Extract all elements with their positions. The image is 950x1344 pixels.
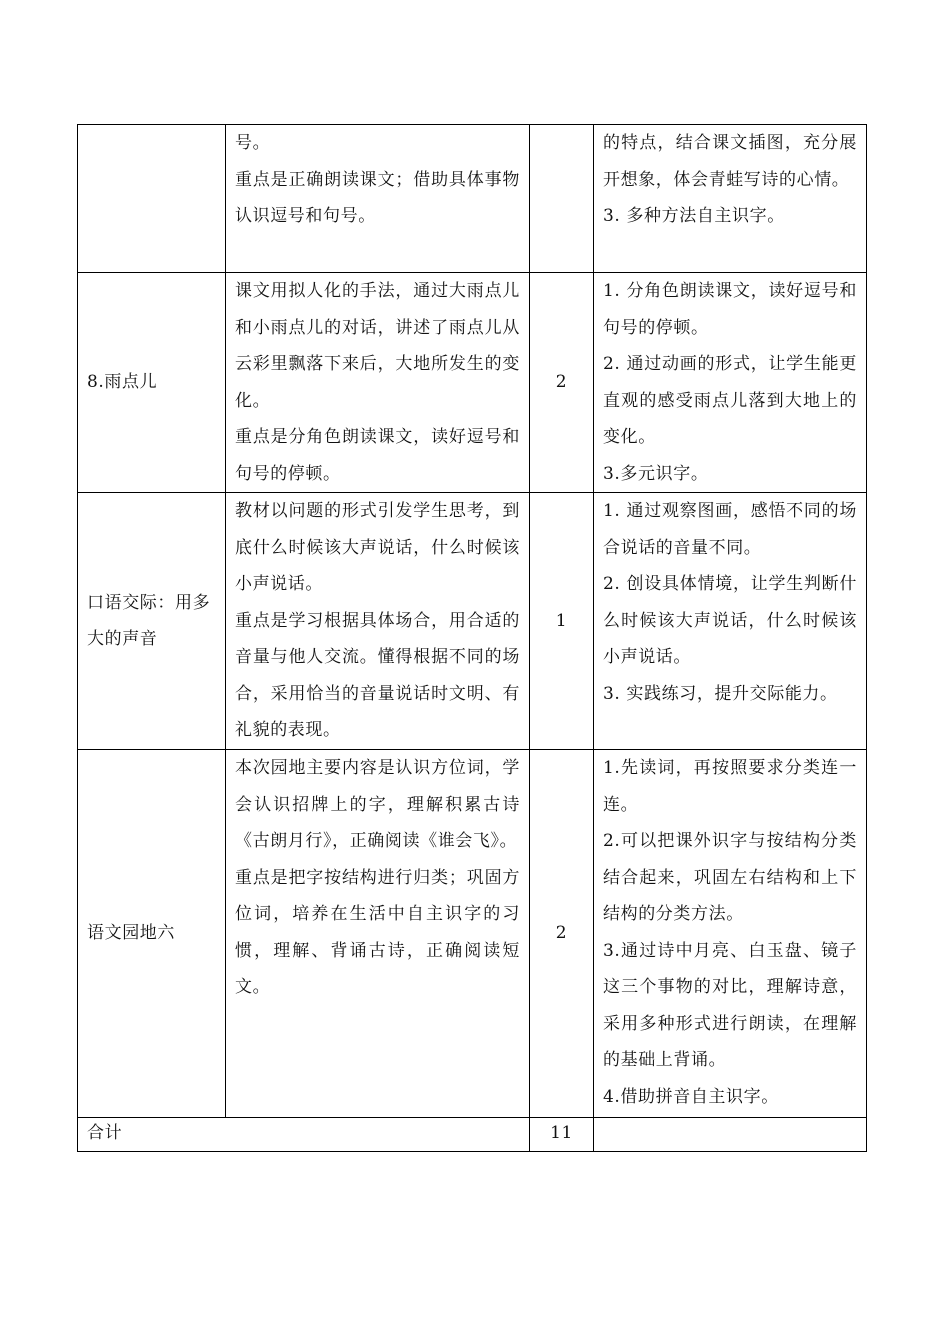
content-paragraph: 本次园地主要内容是认识方位词，学会认识招牌上的字，理解积累古诗《古朗月行》，正确阅读《谁会飞》。	[235, 758, 520, 851]
method-paragraph: 3.通过诗中月亮、白玉盘、镜子这三个事物的对比，理解诗意，采用多种形式进行朗读，在理解的基础上背诵。	[603, 940, 857, 1070]
content-cell	[226, 493, 530, 750]
method-paragraph: 3.多元识字。	[603, 463, 709, 484]
lesson-cell: 8.雨点儿	[78, 273, 226, 493]
table-row	[78, 493, 867, 750]
hours-cell: 1	[530, 493, 594, 750]
total-label: 合计	[78, 1118, 530, 1152]
method-paragraph: 3. 多种方法自主识字。	[603, 206, 785, 226]
methods-cell	[594, 273, 867, 493]
content-paragraph: 重点是分角色朗读课文，读好逗号和句号的停顿。	[235, 427, 520, 484]
hours-cell: 2	[530, 273, 594, 493]
methods-cell	[594, 125, 867, 273]
method-paragraph: 2.可以把课外识字与按结构分类结合起来，巩固左右结构和上下结构的分类方法。	[603, 831, 857, 924]
table-row	[78, 125, 867, 273]
lesson-cell: 语文园地六	[78, 750, 226, 1118]
content-cell	[226, 273, 530, 493]
method-paragraph: 4.借助拼音自主识字。	[603, 1086, 779, 1107]
content-cell	[226, 750, 530, 1118]
lesson-plan-table	[77, 124, 867, 1152]
content-paragraph: 重点是把字按结构进行归类；巩固方位词，培养在生活中自主识字的习惯，理解、背诵古诗，正确阅读短文。	[235, 867, 520, 997]
content-paragraph: 教材以问题的形式引发学生思考，到底什么时候该大声说话，什么时候该小声说话。	[235, 501, 520, 594]
method-paragraph: 的特点，结合课文插图，充分展开想象，体会青蛙写诗的心情。	[603, 133, 857, 190]
lesson-cell	[78, 125, 226, 273]
content-paragraph: 号。	[235, 133, 271, 153]
method-paragraph: 1. 通过观察图画，感悟不同的场合说话的音量不同。	[603, 501, 857, 558]
content-paragraph: 课文用拟人化的手法，通过大雨点儿和小雨点儿的对话，讲述了雨点儿从云彩里飘落下来后，大地所发生的变化。	[235, 281, 520, 411]
methods-cell	[594, 493, 867, 750]
method-paragraph: 1.先读词，再按照要求分类连一连。	[603, 758, 857, 815]
method-paragraph: 2. 通过动画的形式，让学生能更直观的感受雨点儿落到大地上的变化。	[603, 354, 857, 447]
content-paragraph: 重点是正确朗读课文；借助具体事物认识逗号和句号。	[235, 169, 520, 226]
lesson-cell: 口语交际：用多大的声音	[78, 493, 226, 750]
total-hours: 11	[530, 1118, 594, 1152]
table-row	[78, 273, 867, 493]
table-row	[78, 750, 867, 1118]
hours-cell	[530, 125, 594, 273]
content-paragraph: 重点是学习根据具体场合，用合适的音量与他人交流。懂得根据不同的场合，采用恰当的音量说话时文明、有礼貌的表现。	[235, 610, 520, 740]
method-paragraph: 1. 分角色朗读课文，读好逗号和句号的停顿。	[603, 281, 857, 338]
total-methods-cell	[594, 1118, 867, 1152]
method-paragraph: 2. 创设具体情境，让学生判断什么时候该大声说话，什么时候该小声说话。	[603, 574, 857, 667]
total-row	[78, 1118, 867, 1152]
content-cell	[226, 125, 530, 273]
methods-cell	[594, 750, 867, 1118]
method-paragraph: 3. 实践练习，提升交际能力。	[603, 683, 838, 704]
hours-cell: 2	[530, 750, 594, 1118]
